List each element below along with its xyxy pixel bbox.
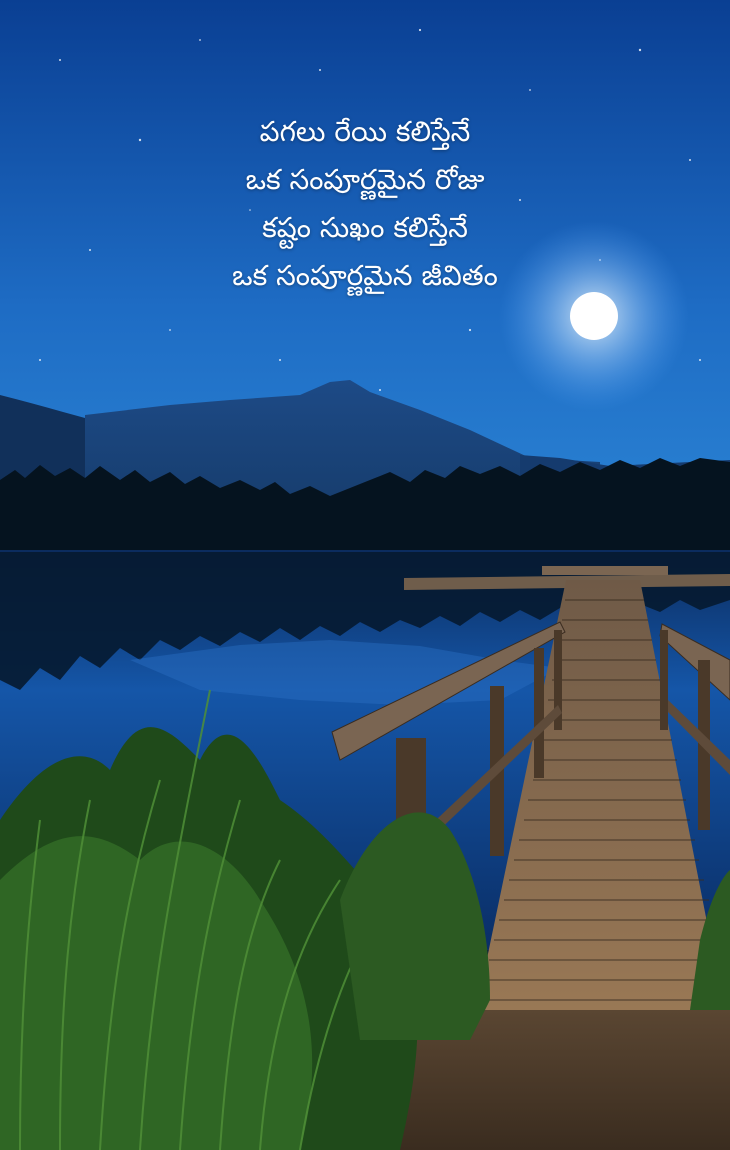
telugu-quote <box>0 108 730 300</box>
quote-line-2: ఒక సంపూర్ణమైన రోజు <box>245 163 485 196</box>
quote-line-3: కష్టం సుఖం కలిస్తేనే <box>262 211 468 244</box>
quote-line-1: పగలు రేయి కలిస్తేనే <box>259 115 471 148</box>
quote-line-4: ఒక సంపూర్ణమైన జీవితం <box>232 259 498 292</box>
dock-platform-top <box>542 566 668 575</box>
